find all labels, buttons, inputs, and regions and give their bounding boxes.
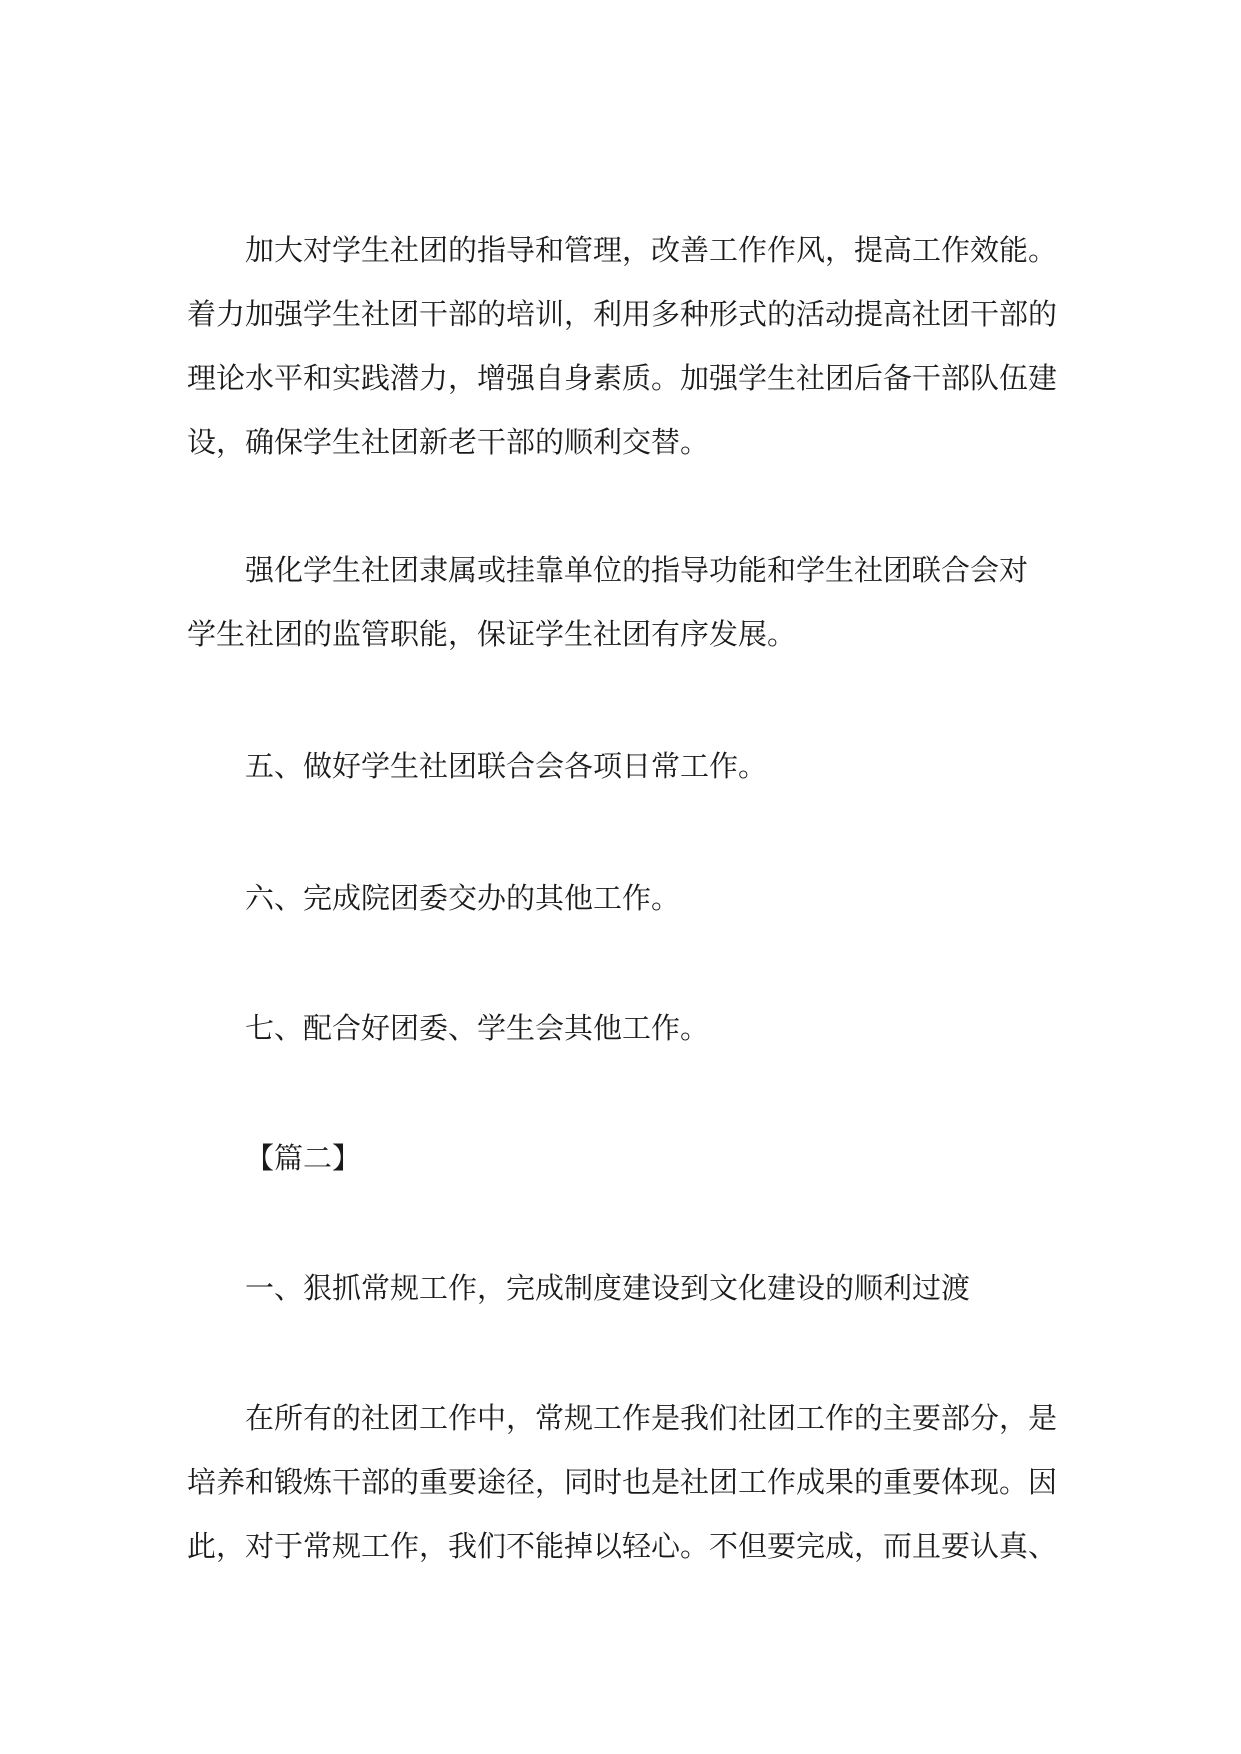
paragraph-line: 设，确保学生社团新老干部的顺利交替。 [187, 425, 710, 459]
paragraph-line: 七、配合好团委、学生会其他工作。 [245, 1011, 710, 1045]
paragraph-line: 此，对于常规工作，我们不能掉以轻心。不但要完成，而且要认真、 [187, 1529, 1058, 1563]
paragraph-2 [187, 538, 1067, 666]
item-five [187, 734, 1067, 798]
paragraph-line: 理论水平和实践潜力，增强自身素质。加强学生社团后备干部队伍建 [187, 361, 1058, 395]
paragraph-line: 学生社团的监管职能，保证学生社团有序发展。 [187, 617, 797, 651]
item-six [187, 866, 1067, 930]
paragraph-line: 培养和锻炼干部的重要途径，同时也是社团工作成果的重要体现。因 [187, 1465, 1058, 1499]
paragraph-1 [187, 218, 1067, 474]
section-title: 【篇二】 [245, 1141, 362, 1175]
paragraph-line: 六、完成院团委交办的其他工作。 [245, 881, 681, 915]
paragraph-line: 强化学生社团隶属或挂靠单位的指导功能和学生社团联合会对 [245, 553, 1029, 587]
paragraph-final [187, 1386, 1067, 1578]
paragraph-line: 在所有的社团工作中，常规工作是我们社团工作的主要部分，是 [245, 1401, 1058, 1435]
item-seven [187, 996, 1067, 1060]
subsection-heading [187, 1256, 1067, 1320]
subsection-title: 一、狠抓常规工作，完成制度建设到文化建设的顺利过渡 [245, 1271, 971, 1305]
paragraph-line: 加大对学生社团的指导和管理，改善工作作风，提高工作效能。 [245, 233, 1058, 267]
paragraph-line: 五、做好学生社团联合会各项日常工作。 [245, 749, 768, 783]
paragraph-line: 着力加强学生社团干部的培训，利用多种形式的活动提高社团干部的 [187, 297, 1058, 331]
section-heading [187, 1126, 1067, 1190]
